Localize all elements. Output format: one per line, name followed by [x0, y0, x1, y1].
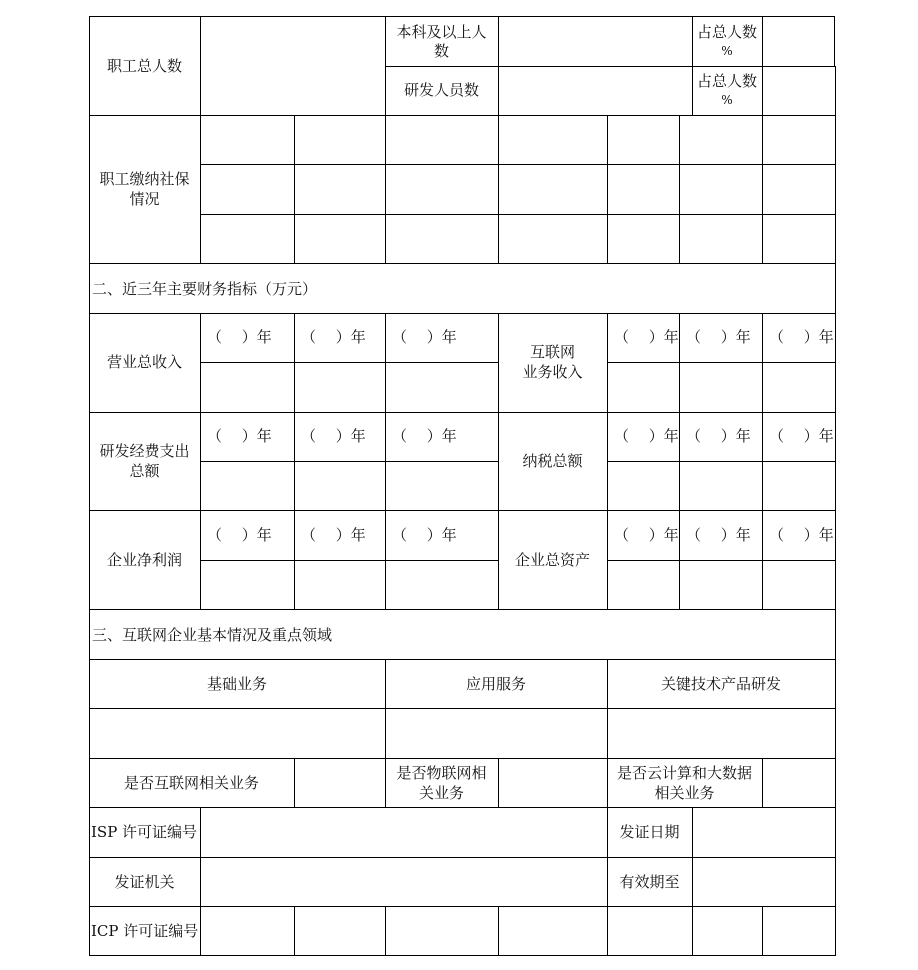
grid-line: [498, 906, 499, 956]
year-label: （ ）年: [392, 328, 457, 346]
year-label: （ ）年: [686, 328, 751, 346]
total-assets-label: 企业总资产: [514, 551, 590, 569]
grid-line: [89, 906, 836, 907]
staff-total-label: 职工总人数: [106, 57, 182, 75]
valid-until-label: 有效期至: [619, 873, 680, 891]
is-internet-related-label: 是否互联网相关业务: [123, 774, 259, 792]
rd-count-value[interactable]: [499, 67, 692, 115]
year-label: （ ）年: [769, 328, 834, 346]
tax-label: 纳税总额: [522, 452, 583, 470]
year-label: （ ）年: [207, 427, 272, 445]
net-profit-label: 企业净利润: [106, 551, 182, 569]
grid-line: [200, 313, 201, 610]
grid-line: [89, 758, 836, 759]
grid-line: [294, 313, 295, 610]
grid-line: [89, 609, 836, 610]
rd-expense-label-line1: 研发经费支出: [99, 442, 190, 460]
pct-label-line1: 占总人数: [696, 23, 757, 41]
grid-line: [89, 955, 836, 956]
grid-line: [607, 560, 836, 561]
grid-line: [200, 560, 498, 561]
bachelor-label-line2: 数: [433, 42, 449, 60]
is-cloud-label-line1: 是否云计算和大数据: [616, 764, 752, 782]
social-insurance-label-line2: 情况: [129, 190, 160, 208]
year-label: （ ）年: [207, 526, 272, 544]
grid-line: [385, 313, 386, 610]
grid-line: [89, 263, 836, 264]
grid-line: [607, 115, 608, 264]
revenue-label: 营业总收入: [106, 353, 182, 371]
is-iot-label-line1: 是否物联网相: [396, 764, 487, 782]
authority-label: 发证机关: [114, 873, 175, 891]
internet-related-value[interactable]: [295, 759, 385, 807]
year-label: （ ）年: [392, 427, 457, 445]
year-label: （ ）年: [614, 526, 679, 544]
internet-revenue-label-line2: 业务收入: [522, 363, 583, 381]
pct-label-line2: %: [721, 44, 733, 58]
grid-line: [679, 115, 680, 264]
bachelor-pct-value[interactable]: [763, 17, 834, 66]
issue-date-value[interactable]: [693, 808, 835, 857]
grid-line: [834, 16, 835, 66]
year-label: （ ）年: [614, 427, 679, 445]
is-cloud-label-line2: 相关业务: [654, 784, 715, 802]
section2-title: 二、近三年主要财务指标（万元）: [92, 280, 318, 298]
grid-line: [762, 313, 763, 610]
isp-license-label: ISP 许可证编号: [91, 823, 198, 841]
staff-total-value[interactable]: [201, 17, 385, 115]
grid-line: [200, 461, 498, 462]
bachelor-count-value[interactable]: [499, 17, 692, 66]
grid-line: [89, 313, 836, 314]
year-label: （ ）年: [686, 427, 751, 445]
issue-date-label: 发证日期: [619, 823, 680, 841]
grid-line: [607, 659, 608, 956]
grid-line: [294, 906, 295, 956]
key-tech-header: 关键技术产品研发: [660, 675, 781, 693]
year-label: （ ）年: [207, 328, 272, 346]
pct-label-line2-rd: %: [721, 93, 733, 107]
is-iot-label-line2: 关业务: [418, 784, 464, 802]
app-service-header: 应用服务: [465, 675, 526, 693]
grid-line: [607, 461, 836, 462]
grid-line: [89, 510, 836, 511]
year-label: （ ）年: [686, 526, 751, 544]
year-label: （ ）年: [769, 427, 834, 445]
iot-related-value[interactable]: [499, 759, 607, 807]
isp-license-value[interactable]: [201, 808, 607, 857]
valid-until-value[interactable]: [693, 858, 835, 906]
grid-line: [89, 659, 836, 660]
grid-line: [89, 412, 836, 413]
section3-title: 三、互联网企业基本情况及重点领域: [92, 626, 333, 644]
grid-line: [607, 313, 608, 610]
cloud-related-value[interactable]: [763, 759, 835, 807]
grid-line: [835, 66, 836, 956]
bachelor-label-line1: 本科及以上人: [396, 23, 487, 41]
grid-line: [200, 164, 836, 165]
rd-staff-label: 研发人员数: [403, 81, 479, 99]
year-label: （ ）年: [301, 526, 366, 544]
grid-line: [762, 906, 763, 956]
rd-expense-label-line2: 总额: [129, 462, 160, 480]
grid-line: [89, 115, 836, 116]
grid-line: [679, 313, 680, 610]
authority-value[interactable]: [201, 858, 607, 906]
icp-license-label: ICP 许可证编号: [91, 922, 199, 940]
grid-line: [89, 16, 90, 956]
rd-pct-value[interactable]: [763, 67, 835, 115]
year-label: （ ）年: [392, 526, 457, 544]
year-label: （ ）年: [614, 328, 679, 346]
social-insurance-label-line1: 职工缴纳社保: [99, 170, 190, 188]
year-label: （ ）年: [301, 427, 366, 445]
pct-label-line1-rd: 占总人数: [696, 72, 757, 90]
basic-business-header: 基础业务: [206, 675, 267, 693]
grid-line: [200, 362, 498, 363]
grid-line: [385, 906, 386, 956]
year-label: （ ）年: [301, 328, 366, 346]
grid-line: [89, 708, 836, 709]
grid-line: [607, 362, 836, 363]
grid-line: [294, 115, 295, 264]
internet-revenue-label-line1: 互联网: [529, 343, 575, 361]
grid-line: [200, 214, 836, 215]
year-label: （ ）年: [769, 526, 834, 544]
